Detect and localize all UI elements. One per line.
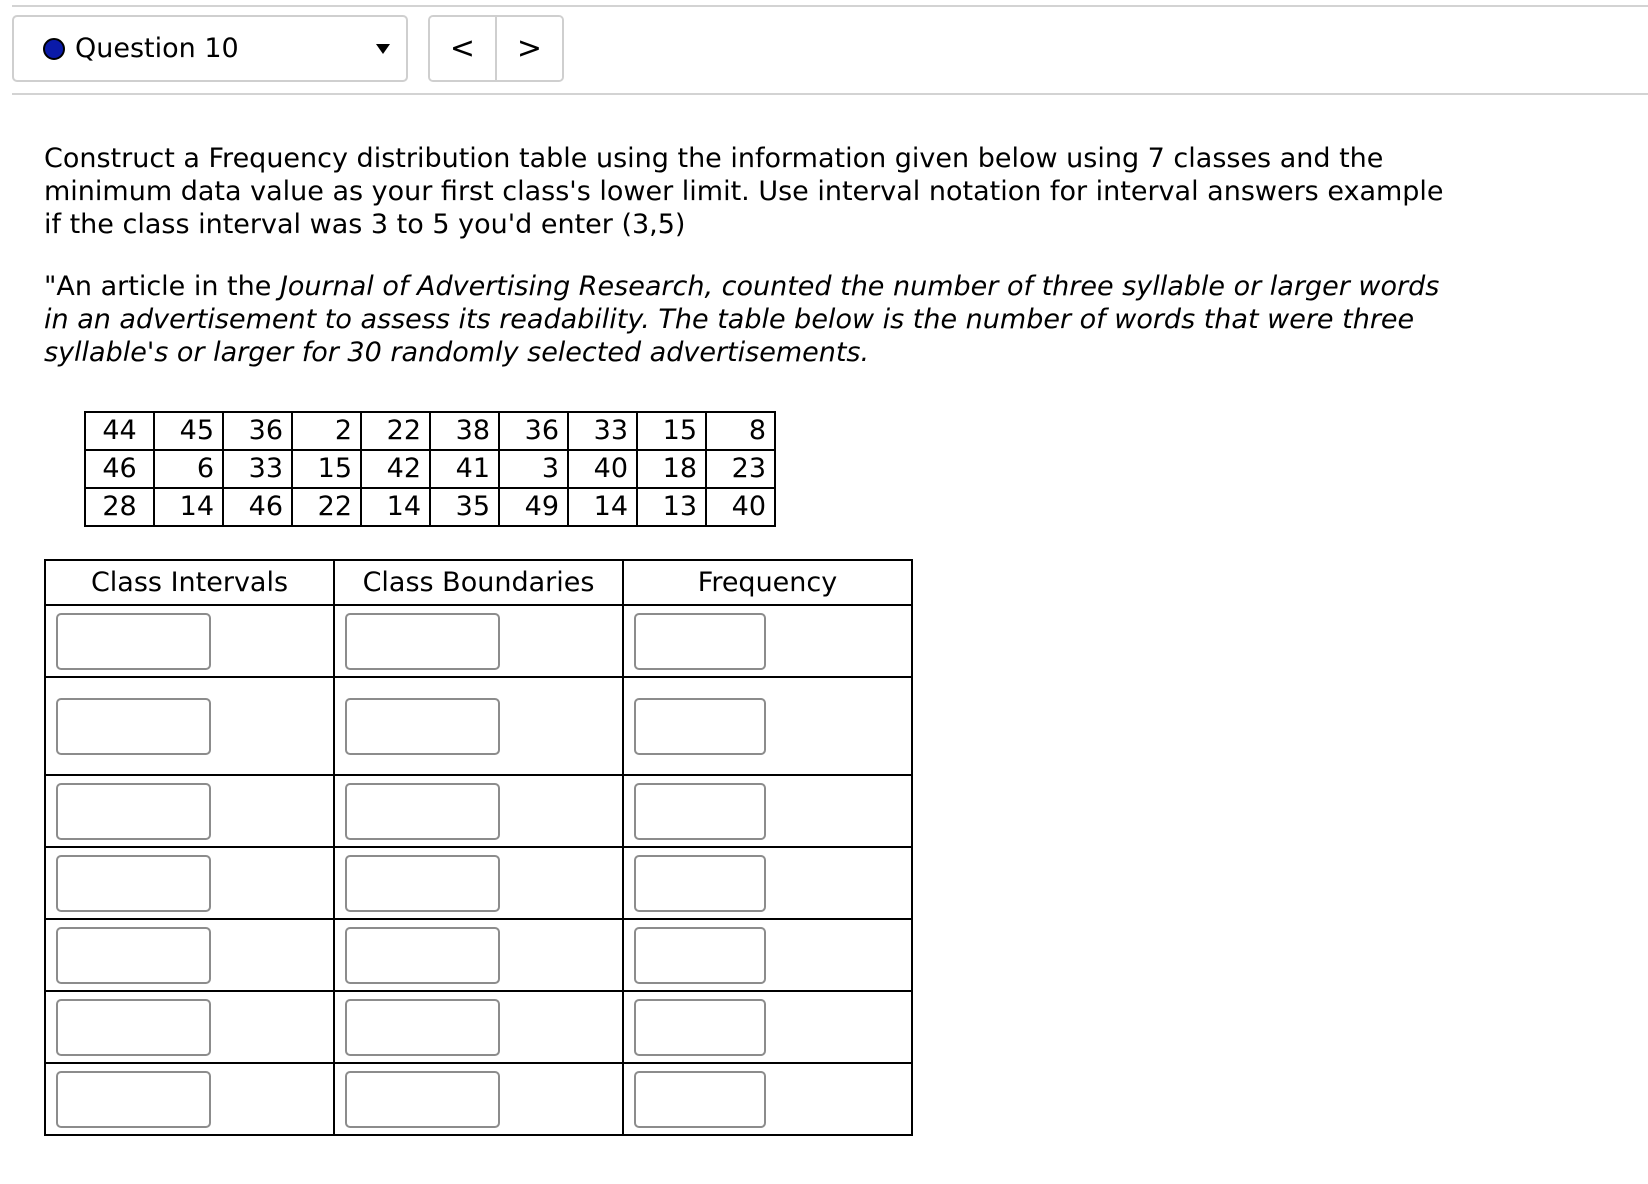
- class-interval-input[interactable]: [56, 613, 211, 670]
- class-boundary-input[interactable]: [345, 783, 500, 840]
- data-cell: 14: [154, 488, 223, 526]
- question-instructions: Construct a Frequency distribution table using the information given below using 7 classes and the minimum data value as your first class's lower limit. Use interval notation for interval answers example if the class interval was 3 to 5 you'd enter (3,5): [44, 143, 1444, 240]
- frequency-input[interactable]: [634, 783, 766, 840]
- answer-row: [45, 677, 912, 775]
- data-table: [84, 411, 776, 527]
- answer-cell: [45, 1063, 334, 1135]
- data-cell: 22: [361, 412, 430, 450]
- previous-question-button[interactable]: <: [430, 17, 497, 80]
- data-row: [85, 488, 775, 526]
- frequency-input[interactable]: [634, 613, 766, 670]
- data-cell: 41: [430, 450, 499, 488]
- frequency-table-header: [45, 560, 912, 605]
- answer-cell: [45, 919, 334, 991]
- data-cell: 28: [85, 488, 154, 526]
- answer-cell: [334, 847, 623, 919]
- frequency-input[interactable]: [634, 855, 766, 912]
- class-boundary-input[interactable]: [345, 855, 500, 912]
- data-cell: 33: [568, 412, 637, 450]
- data-cell: 45: [154, 412, 223, 450]
- data-cell: 13: [637, 488, 706, 526]
- answer-cell: [623, 775, 912, 847]
- answer-cell: [45, 605, 334, 677]
- answer-cell: [623, 919, 912, 991]
- answer-cell: [45, 677, 334, 775]
- data-row: [85, 412, 775, 450]
- answer-cell: [623, 605, 912, 677]
- header-frequency: Frequency: [623, 560, 912, 605]
- answer-row: [45, 847, 912, 919]
- data-cell: 49: [499, 488, 568, 526]
- answer-row: [45, 1063, 912, 1135]
- data-cell: 14: [361, 488, 430, 526]
- answer-row: [45, 919, 912, 991]
- answer-cell: [334, 605, 623, 677]
- data-cell: 40: [706, 488, 775, 526]
- question-nav: [428, 15, 564, 82]
- data-cell: 38: [430, 412, 499, 450]
- data-cell: 15: [637, 412, 706, 450]
- data-row: [85, 450, 775, 488]
- data-cell: 22: [292, 488, 361, 526]
- answer-cell: [45, 991, 334, 1063]
- question-selector[interactable]: [12, 15, 408, 82]
- answer-cell: [623, 847, 912, 919]
- data-cell: 46: [85, 450, 154, 488]
- data-cell: 36: [223, 412, 292, 450]
- data-cell: 42: [361, 450, 430, 488]
- header-class-intervals: Class Intervals: [45, 560, 334, 605]
- data-cell: 3: [499, 450, 568, 488]
- context-italic: Journal of Advertising Research, counted the number of three syllable or larger words in an advertisement to assess its readability. The table below is the number of words that were three syllable's or larger for 30 randomly selected advertisements.: [44, 271, 1440, 368]
- data-cell: 40: [568, 450, 637, 488]
- answer-cell: [334, 919, 623, 991]
- class-interval-input[interactable]: [56, 783, 211, 840]
- class-boundary-input[interactable]: [345, 999, 500, 1056]
- data-cell: 44: [85, 412, 154, 450]
- data-cell: 33: [223, 450, 292, 488]
- answer-row: [45, 605, 912, 677]
- data-cell: 18: [637, 450, 706, 488]
- answer-row: [45, 991, 912, 1063]
- answer-cell: [334, 775, 623, 847]
- data-cell: 15: [292, 450, 361, 488]
- data-cell: 36: [499, 412, 568, 450]
- header-divider: [12, 93, 1648, 95]
- class-boundary-input[interactable]: [345, 927, 500, 984]
- answer-cell: [45, 847, 334, 919]
- class-boundary-input[interactable]: [345, 613, 500, 670]
- answer-cell: [334, 1063, 623, 1135]
- answer-cell: [623, 677, 912, 775]
- class-boundary-input[interactable]: [345, 1071, 500, 1128]
- header-class-boundaries: Class Boundaries: [334, 560, 623, 605]
- answer-cell: [45, 775, 334, 847]
- frequency-table: [44, 559, 913, 1136]
- data-cell: 23: [706, 450, 775, 488]
- question-label: Question 10: [75, 33, 239, 64]
- frequency-input[interactable]: [634, 1071, 766, 1128]
- data-cell: 2: [292, 412, 361, 450]
- data-cell: 6: [154, 450, 223, 488]
- class-interval-input[interactable]: [56, 999, 211, 1056]
- next-question-button[interactable]: >: [497, 17, 562, 80]
- class-interval-input[interactable]: [56, 698, 211, 755]
- context-prefix: "An article in the: [44, 271, 280, 302]
- class-interval-input[interactable]: [56, 855, 211, 912]
- frequency-input[interactable]: [634, 698, 766, 755]
- answer-cell: [334, 677, 623, 775]
- question-context: [44, 270, 1464, 369]
- status-dot-icon: [43, 38, 65, 60]
- answer-cell: [334, 991, 623, 1063]
- class-interval-input[interactable]: [56, 1071, 211, 1128]
- data-cell: 8: [706, 412, 775, 450]
- answer-row: [45, 775, 912, 847]
- top-divider: [12, 5, 1648, 7]
- answer-cell: [623, 991, 912, 1063]
- frequency-input[interactable]: [634, 927, 766, 984]
- caret-down-icon: [376, 44, 390, 54]
- frequency-input[interactable]: [634, 999, 766, 1056]
- data-cell: 35: [430, 488, 499, 526]
- data-cell: 46: [223, 488, 292, 526]
- answer-cell: [623, 1063, 912, 1135]
- class-boundary-input[interactable]: [345, 698, 500, 755]
- data-cell: 14: [568, 488, 637, 526]
- class-interval-input[interactable]: [56, 927, 211, 984]
